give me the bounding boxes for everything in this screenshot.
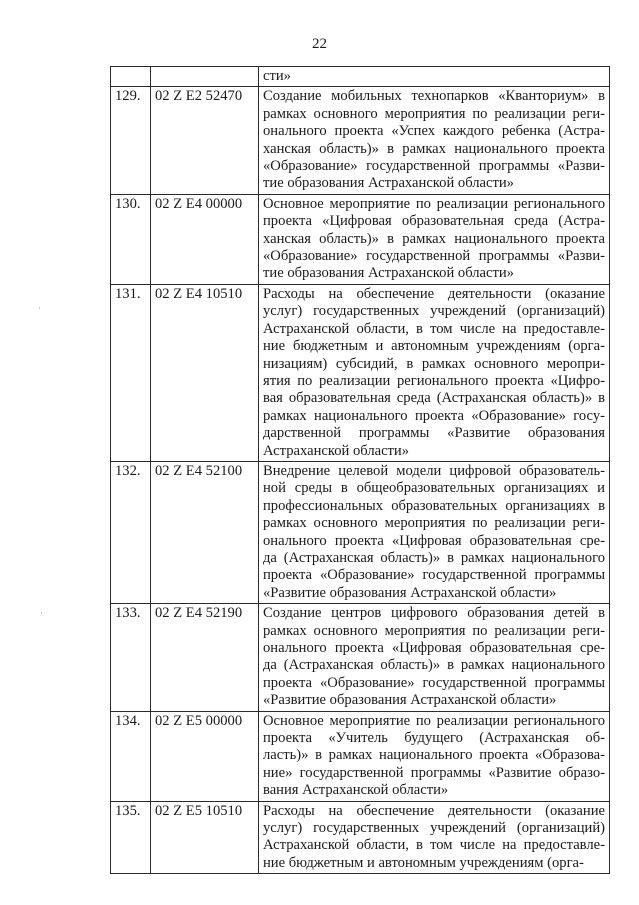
table-row bbox=[111, 87, 610, 194]
table-row bbox=[111, 801, 610, 874]
description-line: да (Астраханская область)» в рамках национального bbox=[263, 549, 605, 566]
description-line: услуг) государственных учреждений (организаций) bbox=[263, 820, 605, 837]
description-line: ние бюджетным и автономным учреждениям (орга- bbox=[263, 854, 584, 871]
expense-description-cell bbox=[259, 284, 610, 461]
description-line: да (Астраханская область)» в рамках национального bbox=[263, 657, 605, 674]
description-line: вая образовательная среда (Астраханская область)» в bbox=[263, 390, 605, 407]
table-body bbox=[111, 67, 610, 874]
description-line: рамках основного мероприятия по реализации реги- bbox=[263, 622, 605, 639]
table-row bbox=[111, 284, 610, 461]
expense-description-cell bbox=[259, 801, 610, 874]
description-line: дарственной программы «Развитие образования bbox=[263, 425, 605, 442]
classification-code-cell: 02 Z E5 00000 bbox=[151, 711, 259, 801]
description-line: Основное мероприятие по реализации регионального bbox=[263, 712, 605, 729]
description-line: проекта «Образование» государственной программы bbox=[263, 674, 605, 691]
description-line: Расходы на обеспечение деятельности (оказание bbox=[263, 802, 605, 819]
description-line: Создание центров цифрового образования детей в bbox=[263, 605, 605, 622]
description-line: Астраханской области» bbox=[263, 442, 410, 459]
description-line: сти» bbox=[263, 68, 291, 84]
description-line: Астраханской области, в том числе на предоставле- bbox=[263, 320, 605, 337]
description-line: проекта «Учитель будущего (Астраханская об- bbox=[263, 730, 605, 747]
row-number-cell: 134. bbox=[111, 711, 151, 801]
expense-description-cell bbox=[259, 711, 610, 801]
row-number-cell: 129. bbox=[111, 87, 151, 194]
description-line: Астраханской области, в том числе на предоставле- bbox=[263, 837, 605, 854]
description-line: проекта «Цифровая образовательная среда (Астра- bbox=[263, 213, 605, 230]
description-line: Основное мероприятие по реализации регионального bbox=[263, 195, 605, 212]
description-line: Создание мобильных технопарков «Кванториум» в bbox=[263, 88, 605, 105]
row-number-cell bbox=[111, 67, 151, 87]
expense-description-cell bbox=[259, 67, 610, 87]
table-row bbox=[111, 461, 610, 603]
description-line: ятия по реализации регионального проекта «Цифро- bbox=[263, 372, 605, 389]
expense-description-cell bbox=[259, 461, 610, 603]
description-line: онального проекта «Цифровая образовательная сре- bbox=[263, 640, 605, 656]
description-line: рамках национального проекта «Образование» госу- bbox=[263, 407, 605, 424]
description-line: ние бюджетным и автономным учреждениям (орга- bbox=[263, 338, 605, 355]
description-line: тие образования Астраханской области» bbox=[263, 175, 514, 192]
description-line: «Развитие образования Астраханской области» bbox=[263, 692, 557, 709]
description-line: рамках основного мероприятия по реализации реги- bbox=[263, 105, 605, 122]
classification-code-cell: 02 Z E5 10510 bbox=[151, 801, 259, 874]
classification-code-cell: 02 Z E4 52190 bbox=[151, 604, 259, 711]
row-number-cell: 135. bbox=[111, 801, 151, 874]
table-row bbox=[111, 711, 610, 801]
budget-classification-table bbox=[110, 66, 610, 874]
description-line: рамках основного мероприятия по реализации реги- bbox=[263, 515, 605, 532]
description-line: «Образование» государственной программы «Разви- bbox=[263, 248, 605, 265]
description-line: низациям) субсидий, в рамках основного меропри- bbox=[263, 355, 605, 372]
row-number-cell: 133. bbox=[111, 604, 151, 711]
classification-code-cell: 02 Z E4 10510 bbox=[151, 284, 259, 461]
description-line: «Образование» государственной программы «Разви- bbox=[263, 158, 605, 175]
classification-code-cell: 02 Z E4 00000 bbox=[151, 194, 259, 284]
expense-description-cell bbox=[259, 87, 610, 194]
description-line: проекта «Образование» государственной программы bbox=[263, 567, 605, 584]
description-line: ной среды в общеобразовательных организациях и bbox=[263, 480, 605, 497]
table-row bbox=[111, 194, 610, 284]
scan-artifact: · bbox=[40, 608, 43, 618]
classification-code-cell: 02 Z E2 52470 bbox=[151, 87, 259, 194]
description-line: услуг) государственных учреждений (организаций) bbox=[263, 303, 605, 320]
description-line: тие образования Астраханской области» bbox=[263, 265, 514, 282]
description-line: «Развитие образования Астраханской области» bbox=[263, 584, 557, 601]
description-line: вания Астраханской области» bbox=[263, 782, 449, 799]
expense-description-cell bbox=[259, 194, 610, 284]
row-number-cell: 132. bbox=[111, 461, 151, 603]
description-line: онального проекта «Успех каждого ребенка (Астра- bbox=[263, 123, 605, 140]
description-line: ласть)» в рамках национального проекта «Образова- bbox=[263, 747, 605, 764]
row-number-cell: 130. bbox=[111, 194, 151, 284]
table-row bbox=[111, 67, 610, 87]
description-line: Внедрение целевой модели цифровой образователь- bbox=[263, 462, 605, 479]
description-line: профессиональных образовательных организациях в bbox=[263, 497, 605, 514]
page-number: 22 bbox=[312, 36, 327, 52]
description-line: ханская область)» в рамках национального проекта bbox=[263, 230, 605, 247]
classification-code-cell bbox=[151, 67, 259, 87]
expense-description-cell bbox=[259, 604, 610, 711]
description-line: ние» государственной программы «Развитие образо- bbox=[263, 764, 605, 781]
table-row bbox=[111, 604, 610, 711]
description-line: Расходы на обеспечение деятельности (оказание bbox=[263, 285, 605, 302]
row-number-cell: 131. bbox=[111, 284, 151, 461]
description-line: ханская область)» в рамках национального проекта bbox=[263, 140, 605, 157]
classification-code-cell: 02 Z E4 52100 bbox=[151, 461, 259, 603]
scan-artifact: · bbox=[38, 303, 41, 313]
description-line: онального проекта «Цифровая образовательная сре- bbox=[263, 532, 605, 549]
